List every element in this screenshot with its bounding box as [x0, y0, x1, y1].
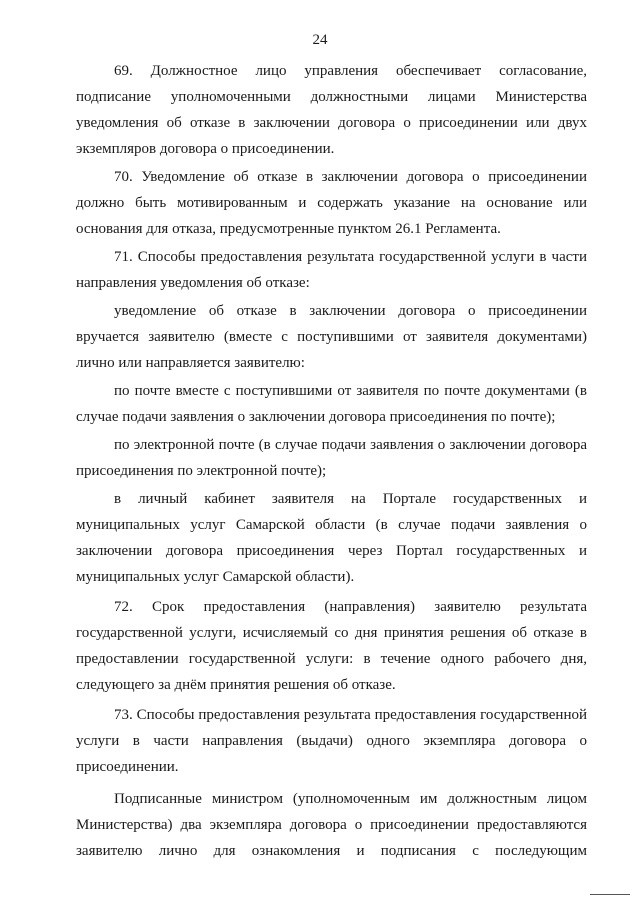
footer-rule: [590, 894, 630, 895]
paragraph-71: 71. Способы предоставления результата государственной услуги в части направления уведомления об отказе:: [76, 249, 587, 291]
document-body: [76, 58, 587, 864]
paragraph-69: 69. Должностное лицо управления обеспечивает согласование, подписание уполномоченными должностными лицами Министерства уведомления об отказе в заключении договора о присоединении или двух экземпляров договора о присоединении.: [76, 63, 587, 157]
paragraph-73-signed: Подписанные министром (уполномоченным им должностным лицом Министерства) два экземпляра договора о присоединении предоставляются заявителю лично для ознакомления и подписания с последующим: [76, 791, 587, 859]
page-number: 24: [312, 32, 328, 48]
paragraph-73: 73. Способы предоставления результата предоставления государственной услуги в части направления (выдачи) одного экземпляра договора о присоединении.: [76, 707, 587, 775]
paragraph-71-by-email: по электронной почте (в случае подачи заявления о заключении договора присоединения по электронной почте);: [76, 437, 587, 479]
paragraph-72: 72. Срок предоставления (направления) заявителю результата государственной услуги, исчисляемый со дня принятия решения об отказе в предоставлении государственной услуги: в течение одного рабочего дня, следующего за днём принятия решения об отказе.: [76, 599, 587, 693]
paragraph-71-by-portal: в личный кабинет заявителя на Портале государственных и муниципальных услуг Самарской области (в случае подачи заявления о заключении договора присоединения через Портал государственных и муниципальных услуг Самарской области).: [76, 491, 587, 585]
paragraph-71-notice: уведомление об отказе в заключении договора о присоединении вручается заявителю (вместе с поступившими от заявителя документами) лично или направляется заявителю:: [76, 303, 587, 371]
paragraph-71-by-mail: по почте вместе с поступившими от заявителя по почте документами (в случае подачи заявления о заключении договора присоединения по почте);: [76, 383, 587, 425]
paragraph-70: 70. Уведомление об отказе в заключении договора о присоединении должно быть мотивированным и содержать указание на основание или основания для отказа, предусмотренные пунктом 26.1 Регламента.: [76, 169, 587, 237]
